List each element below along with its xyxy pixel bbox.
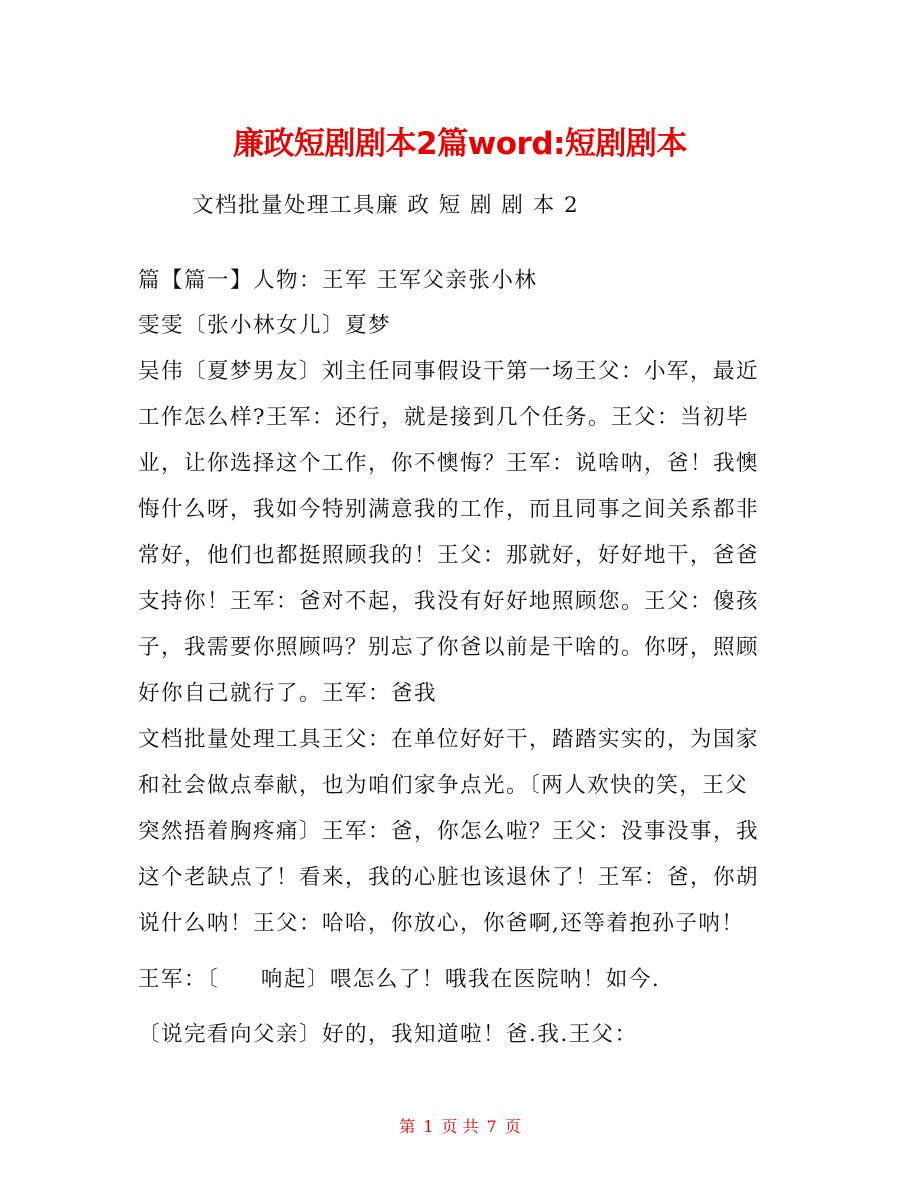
body-line: 悔什么呀，我如今特别满意我的工作，而且同事之间关系都非: [138, 497, 760, 522]
body-line: 支持你！王军：爸对不起，我没有好好地照顾您。王父：傻孩: [138, 589, 760, 614]
body-line: 雯雯〔张小林女儿〕夏梦: [138, 313, 392, 338]
page-number-footer: [0, 1114, 920, 1137]
body-line: 工作怎么样?王军：还行，就是接到几个任务。王父：当初毕: [138, 405, 750, 430]
body-line: 说什么呐！王父：哈哈，你放心，你爸啊,还等着抱孙子呐！: [138, 911, 745, 936]
body-line: 文档批量处理工具王父：在单位好好干，踏踏实实的，为国家: [138, 727, 760, 752]
footer-suffix: 页: [504, 1117, 521, 1136]
body-line: 吴伟〔夏梦男友〕刘主任同事假设干第一场王父：小军，最近: [138, 359, 760, 384]
footer-prefix: 第: [399, 1117, 416, 1136]
body-line: 篇【篇一】人物：王军 王军父亲张小林: [138, 268, 538, 293]
body-line: 王军：〔 响起〕喂怎么了！哦我在医院呐！如今.: [138, 967, 661, 992]
body-line: 这个老缺点了！看来，我的心脏也该退休了！王军：爸，你胡: [138, 865, 760, 890]
document-title: 廉政短剧剧本2篇word:短剧剧本: [233, 126, 687, 162]
body-line: 〔说完看向父亲〕好的，我知道啦！爸.我.王父：: [138, 1022, 638, 1047]
total-pages: 7: [486, 1117, 497, 1136]
body-line: 子，我需要你照顾吗？别忘了你爸以前是干啥的。你呀，照顾: [138, 635, 760, 660]
body-line: 业，让你选择这个工作，你不懊悔？王军：说啥呐，爸！我懊: [138, 451, 760, 476]
body-line: 和社会做点奉献，也为咱们家争点光。〔两人欢快的笑，王父: [138, 773, 749, 798]
body-line: 突然捂着胸疼痛〕王军：爸，你怎么啦？王父：没事没事，我: [138, 819, 760, 844]
current-page: 1: [423, 1117, 434, 1136]
body-line: 文档批量处理工具廉 政 短 剧 剧 本 2: [192, 193, 580, 218]
footer-mid: 页 共: [441, 1117, 479, 1136]
body-line: 好你自己就行了。王军：爸我: [138, 681, 438, 706]
body-line: 常好，他们也都挺照顾我的！王父：那就好，好好地干，爸爸: [138, 543, 760, 568]
